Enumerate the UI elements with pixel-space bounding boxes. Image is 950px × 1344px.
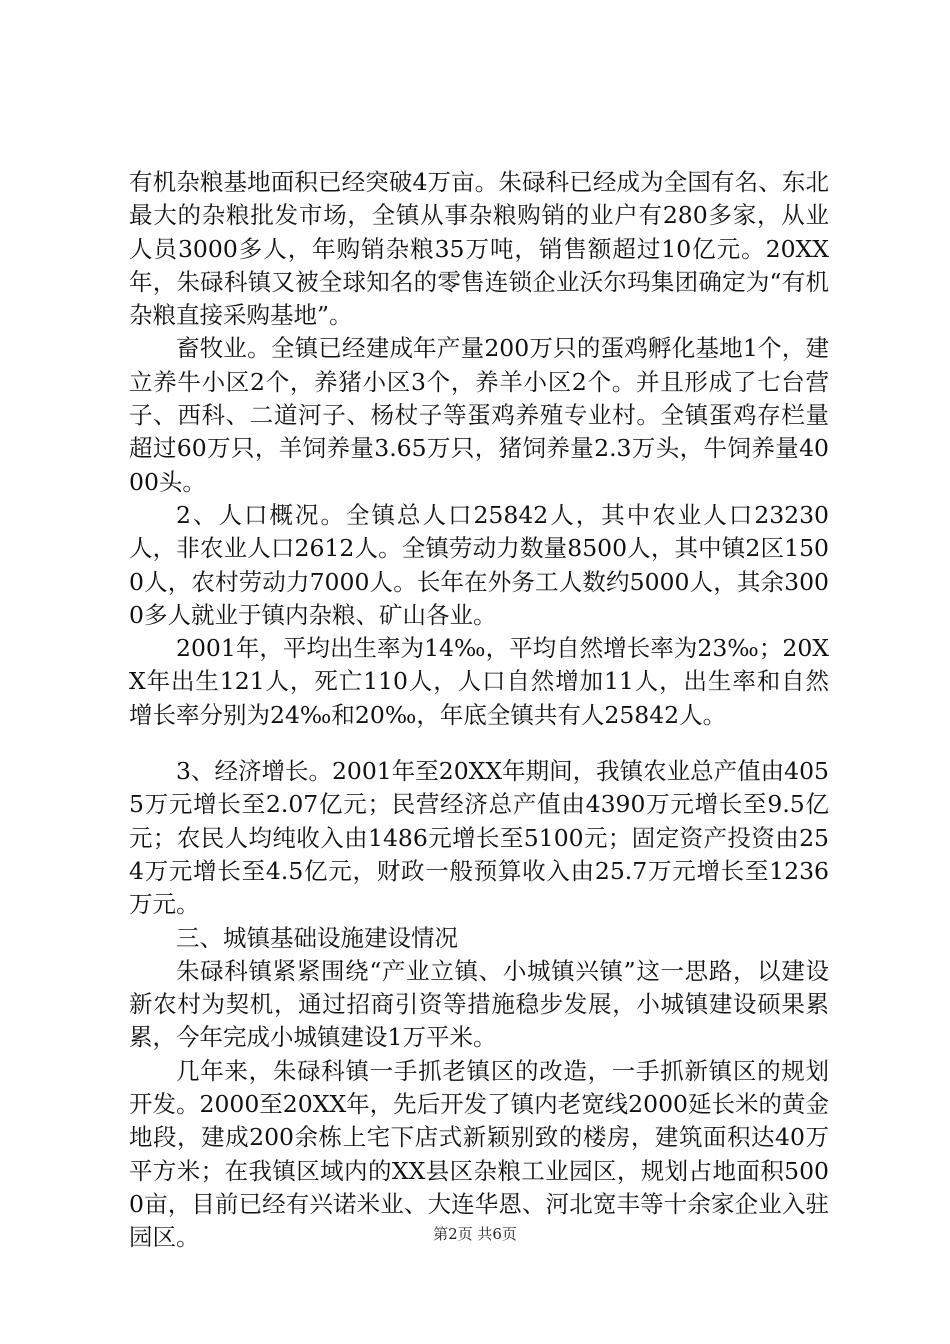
paragraph-livestock: 畜牧业。全镇已经建成年产量200万只的蛋鸡孵化基地1个，建立养牛小区2个，养猪小区3个，养羊小区2个。并且形成了七台营子、西科、二道河子、杨杖子等蛋鸡养殖专业村。全镇蛋鸡存栏量超过60万只，羊饲养量3.65万只，猪饲养量2.3万头，牛饲养量4000头。	[129, 334, 829, 496]
paragraph-town-development: 几年来，朱碌科镇一手抓老镇区的改造，一手抓新镇区的规划开发。2000至20XX年，先后开发了镇内老宽线2000延长米的黄金地段，建成200余栋上宅下店式新颖别致的楼房，建筑面积达40万平方米；在我镇区域内的XX县区杂粮工业园区，规划占地面积5000亩，目前已经有兴诺米业、大连华恩、河北宽丰等十余家企业入驻园区。	[129, 1056, 829, 1252]
document-body	[129, 166, 829, 1255]
paragraph-birth-rate: 2001年，平均出生率为14‰，平均自然增长率为23‰；20XX年出生121人，死亡110人，人口自然增加11人，出生率和自然增长率分别为24‰和20‰，年底全镇共有人25842人。	[129, 634, 829, 729]
section-heading-infrastructure: 三、城镇基础设施建设情况	[176, 923, 458, 952]
paragraph-grain-market: 有机杂粮基地面积已经突破4万亩。朱碌科已经成为全国有名、东北最大的杂粮批发市场，全镇从事杂粮购销的业户有280多家，从业人员3000多人，年购销杂粮35万吨，销售额超过10亿元。20XX年，朱碌科镇又被全球知名的零售连锁企业沃尔玛集团确定为“有机杂粮直接采购基地”。	[129, 168, 829, 330]
paragraph-spacer	[129, 732, 829, 755]
page-footer: 第2页 共6页	[433, 1225, 517, 1243]
paragraph-population: 2、人口概况。全镇总人口25842人，其中农业人口23230人，非农业人口2612人。全镇劳动力数量8500人，其中镇2区1500人，农村劳动力7000人。长年在外务工人数约5000人，其余3000多人就业于镇内杂粮、矿山各业。	[129, 500, 829, 629]
paragraph-economic-growth: 3、经济增长。2001年至20XX年期间，我镇农业总产值由4055万元增长至2.07亿元；民营经济总产值由4390万元增长至9.5亿元；农民人均纯收入由1486元增长至5100元；固定资产投资由254万元增长至4.5亿元，财政一般预算收入由25.7万元增长至1236万元。	[129, 757, 829, 919]
paragraph-town-strategy: 朱碌科镇紧紧围绕“产业立镇、小城镇兴镇”这一思路，以建设新农村为契机，通过招商引资等措施稳步发展，小城镇建设硕果累累，今年完成小城镇建设1万平米。	[129, 956, 829, 1052]
